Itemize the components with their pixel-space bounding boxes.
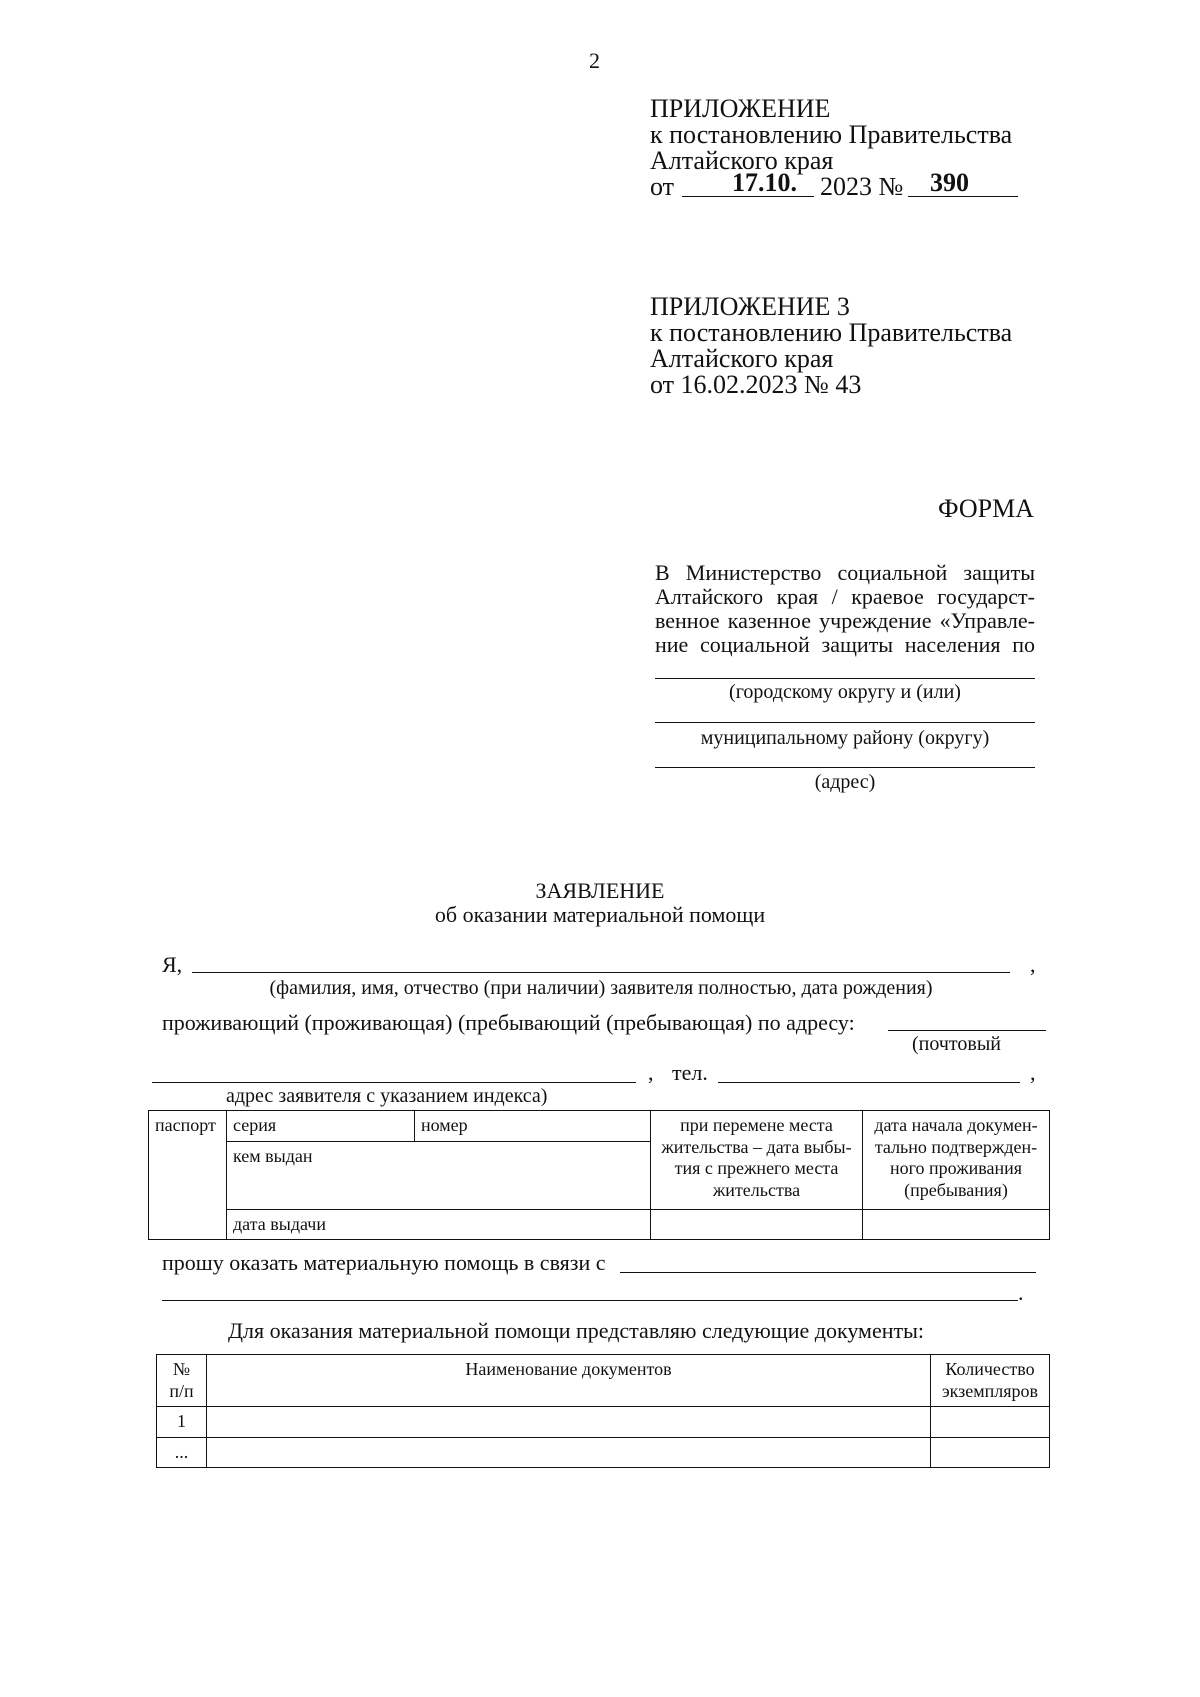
page-number: 2: [589, 48, 600, 73]
row-qty[interactable]: [931, 1437, 1050, 1468]
col-header-no-line-1: №: [172, 1359, 191, 1379]
passport-label: паспорт: [149, 1111, 227, 1240]
addressee-line-1: В Министерство социальной защиты: [655, 560, 1035, 585]
appendix3-line-1: к постановлению Правительства: [650, 318, 1013, 347]
residence-line-3: ного проживания: [889, 1158, 1023, 1179]
addressee-hint-1: (городскому округу и (или): [729, 681, 961, 703]
passport-series[interactable]: серия: [227, 1111, 415, 1142]
appendix-year-label: 2023 №: [820, 172, 904, 201]
col-header-no-line-2: п/п: [169, 1380, 194, 1401]
appendix-title: ПРИЛОЖЕНИЕ: [650, 94, 831, 123]
appendix-line-2: Алтайского края: [650, 146, 834, 175]
appendix-line-1: к постановлению Правительства: [650, 120, 1013, 149]
tel-label: тел.: [672, 1060, 708, 1085]
fio-blank[interactable]: [192, 972, 1010, 973]
i-label: Я,: [162, 952, 183, 977]
row-name[interactable]: [207, 1437, 931, 1468]
request-end-dot: .: [1018, 1280, 1024, 1305]
relocation-value-cell[interactable]: [651, 1209, 863, 1240]
appendix-number: 390: [930, 168, 969, 197]
relocation-header: [651, 1111, 863, 1210]
relocation-line-3: тия с прежнего места: [674, 1158, 839, 1179]
row-no: 1: [157, 1407, 207, 1438]
appendix3-line-2: Алтайского края: [650, 344, 834, 373]
row-name[interactable]: [207, 1407, 931, 1438]
col-header-name: Наименование документов: [207, 1355, 931, 1407]
residence-line-2: тально подтвержден-: [874, 1136, 1038, 1157]
documents-intro: Для оказания материальной помощи представляю следующие документы:: [228, 1318, 925, 1343]
passport-table: [148, 1110, 1050, 1240]
fio-comma: ,: [1030, 952, 1036, 977]
request-label: прошу оказать материальную помощь в связи с: [162, 1250, 606, 1275]
form-label: ФОРМА: [938, 494, 1034, 523]
appendix3-title: ПРИЛОЖЕНИЕ 3: [650, 292, 850, 321]
residence-value-cell[interactable]: [863, 1209, 1050, 1240]
appendix-from-label: от: [650, 172, 675, 201]
col-header-qty-line-2: экземпляров: [941, 1380, 1039, 1401]
address-blank-2[interactable]: [152, 1082, 636, 1083]
appendix3-line-3: от 16.02.2023 № 43: [650, 370, 862, 399]
table-row: [157, 1407, 1050, 1438]
tel-blank[interactable]: [718, 1082, 1020, 1083]
statement-subtitle: об оказании материальной помощи: [434, 902, 766, 927]
passport-number[interactable]: номер: [415, 1111, 651, 1142]
relocation-line-4: жительства: [712, 1179, 801, 1200]
tel-comma: ,: [1030, 1060, 1036, 1085]
residing-label: проживающий (проживающая) (пребывающий (пребывающая) по адресу:: [162, 1010, 855, 1035]
passport-issued-by[interactable]: кем выдан: [227, 1141, 651, 1209]
documents-table: [156, 1354, 1050, 1468]
row-qty[interactable]: [931, 1407, 1050, 1438]
fio-hint: (фамилия, имя, отчество (при наличии) заявителя полностью, дата рождения): [269, 977, 933, 999]
residence-line-1: дата начала докумен-: [874, 1115, 1038, 1135]
address-comma: ,: [648, 1060, 654, 1085]
residence-line-4: (пребывания): [904, 1179, 1008, 1200]
addressee-hint-2: муниципальному району (округу): [700, 727, 990, 749]
addressee-line-4: ние социальной защиты населения по: [655, 632, 1035, 657]
passport-issue-date[interactable]: дата выдачи: [227, 1209, 651, 1240]
table-row: [157, 1437, 1050, 1468]
addressee-hint-3: (адрес): [814, 771, 876, 793]
col-header-no: [157, 1355, 207, 1407]
request-blank-2[interactable]: [162, 1300, 1018, 1301]
appendix-date: 17.10.: [732, 168, 797, 197]
addressee-blank-3[interactable]: [655, 767, 1035, 768]
postal-hint: (почтовый: [912, 1033, 1001, 1055]
address-hint: адрес заявителя с указанием индекса): [226, 1085, 548, 1107]
residence-header: [863, 1111, 1050, 1210]
addressee-line-3: венное казенное учреждение «Управле-: [655, 608, 1035, 633]
col-header-qty-line-1: Количество: [945, 1359, 1035, 1379]
relocation-line-1: при перемене места: [680, 1115, 833, 1135]
address-blank-1[interactable]: [888, 1030, 1046, 1031]
statement-title: ЗАЯВЛЕНИЕ: [535, 878, 665, 903]
addressee-line-2: Алтайского края / краевое государст-: [655, 584, 1035, 609]
addressee-blank-2[interactable]: [655, 722, 1035, 723]
request-blank-1[interactable]: [620, 1272, 1036, 1273]
addressee-blank-1[interactable]: [655, 678, 1035, 679]
relocation-line-2: жительства – дата выбы-: [661, 1136, 852, 1157]
row-no: ...: [157, 1437, 207, 1468]
col-header-qty: [931, 1355, 1050, 1407]
